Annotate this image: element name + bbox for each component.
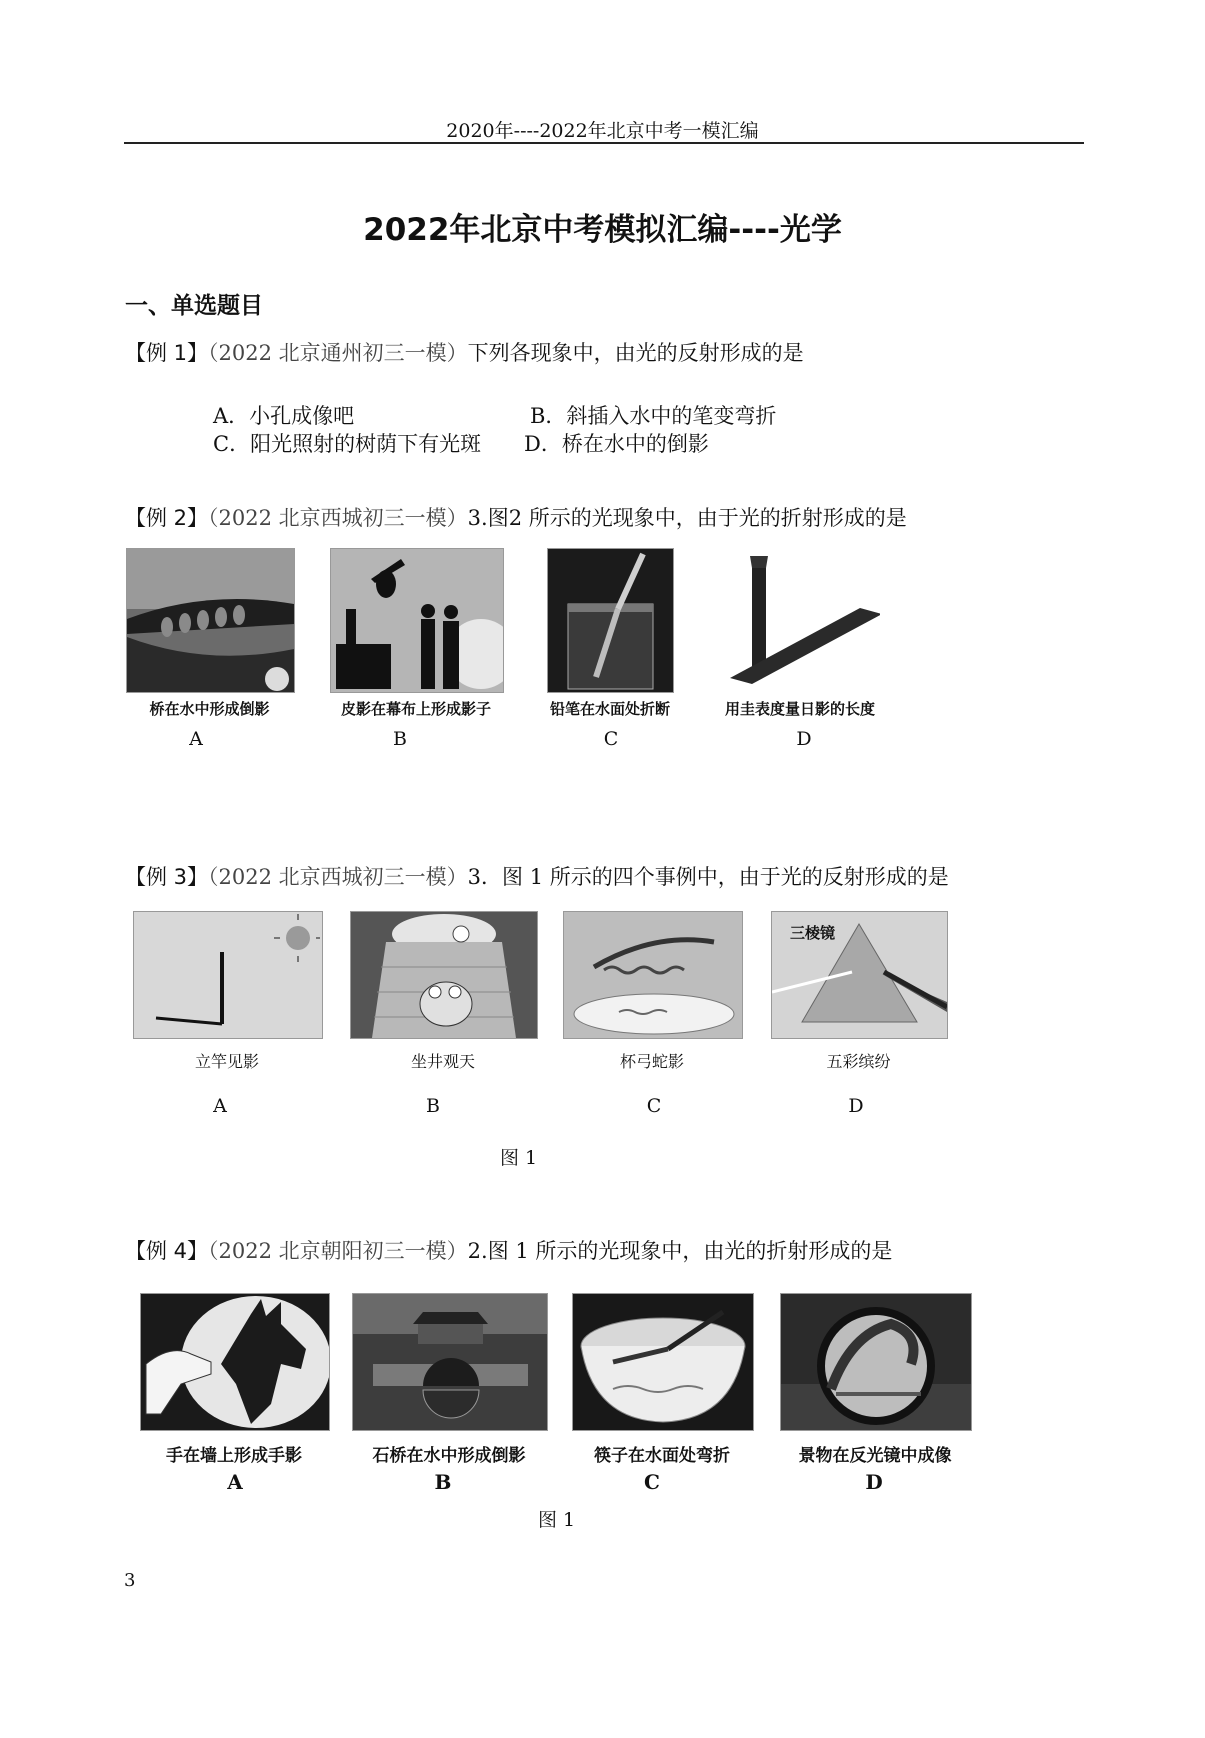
option-letter: D [865, 1470, 883, 1494]
question-4 [125, 1235, 892, 1265]
option-d: D．桥在水中的倒影 [524, 432, 709, 456]
section-heading: 一、单选题目 [125, 293, 263, 319]
question-2 [125, 502, 907, 532]
question-number: 【例 2】 [125, 506, 209, 530]
figure-caption: 景物在反光镜中成像 [798, 1446, 952, 1466]
prism-inset-label: 三棱镜 [790, 924, 836, 942]
figure-caption: 手在墙上形成手影 [166, 1446, 302, 1466]
option-letter: A [189, 728, 203, 750]
frog-in-well-figure [350, 911, 538, 1039]
figure-caption: 桥在水中形成倒影 [149, 700, 270, 718]
convex-mirror-photo [780, 1293, 972, 1431]
figure-caption: 铅笔在水面处折断 [549, 700, 670, 718]
figure-caption: 筷子在水面处弯折 [594, 1446, 730, 1466]
bridge-reflection-photo [126, 548, 295, 693]
running-head: 2020年----2022年北京中考一模汇编 [446, 120, 759, 142]
question-source: （2022 北京通州初三一模） [208, 341, 468, 365]
option-b: B．斜插入水中的笔变弯折 [530, 404, 777, 428]
question-stem: 3.图2 所示的光现象中，由于光的折射形成的是 [467, 506, 907, 530]
figure-caption: 石桥在水中形成倒影 [372, 1446, 526, 1466]
question-source: （2022 北京西城初三一模） [208, 865, 468, 889]
question-source: （2022 北京西城初三一模） [208, 506, 468, 530]
question-source: （2022 北京朝阳初三一模） [208, 1239, 468, 1263]
figure-label: 图 1 [538, 1509, 576, 1531]
question-1 [125, 337, 804, 367]
question-number: 【例 1】 [125, 341, 209, 365]
page-title: 2022年北京中考模拟汇编----光学 [363, 212, 842, 248]
figure-caption: 杯弓蛇影 [619, 1052, 684, 1071]
option-letter: C [644, 1470, 660, 1494]
stone-bridge-photo [352, 1293, 548, 1431]
figure-caption: 立竿见影 [194, 1052, 259, 1071]
question-number: 【例 4】 [125, 1239, 209, 1263]
option-letter: A [227, 1470, 243, 1494]
gnomon-sundial-photo [720, 548, 880, 691]
page-number: 3 [124, 1570, 136, 1591]
option-letter: B [434, 1470, 452, 1494]
hand-shadow-photo [140, 1293, 330, 1431]
option-letter: A [213, 1095, 227, 1117]
bow-snake-cup-figure [563, 911, 743, 1039]
option-letter: B [426, 1095, 440, 1117]
figure-caption: 皮影在幕布上形成影子 [340, 700, 491, 718]
pencil-in-water-photo [547, 548, 674, 693]
option-letter: D [848, 1095, 864, 1117]
option-letter: B [393, 728, 407, 750]
header-rule [124, 142, 1084, 144]
figure-caption: 坐井观天 [410, 1052, 475, 1071]
option-letter: C [603, 728, 619, 750]
question-stem: 3．图 1 所示的四个事例中，由于光的反射形成的是 [467, 865, 949, 889]
prism-figure [771, 911, 948, 1039]
figure-label: 图 1 [500, 1147, 538, 1169]
option-letter: D [796, 728, 812, 750]
question-stem: 2.图 1 所示的光现象中，由光的折射形成的是 [467, 1239, 893, 1263]
question-number: 【例 3】 [125, 865, 209, 889]
pole-shadow-figure [133, 911, 323, 1039]
option-c: C．阳光照射的树荫下有光斑 [213, 432, 482, 456]
option-a: A．小孔成像吧 [213, 404, 355, 428]
question-stem: 下列各现象中，由光的反射形成的是 [467, 341, 804, 365]
chopsticks-bowl-photo [572, 1293, 754, 1431]
option-letter: C [646, 1095, 662, 1117]
figure-caption: 用圭表度量日影的长度 [724, 700, 875, 718]
question-3 [125, 861, 949, 891]
figure-caption: 五彩缤纷 [826, 1052, 891, 1071]
shadow-puppet-photo [330, 548, 504, 693]
